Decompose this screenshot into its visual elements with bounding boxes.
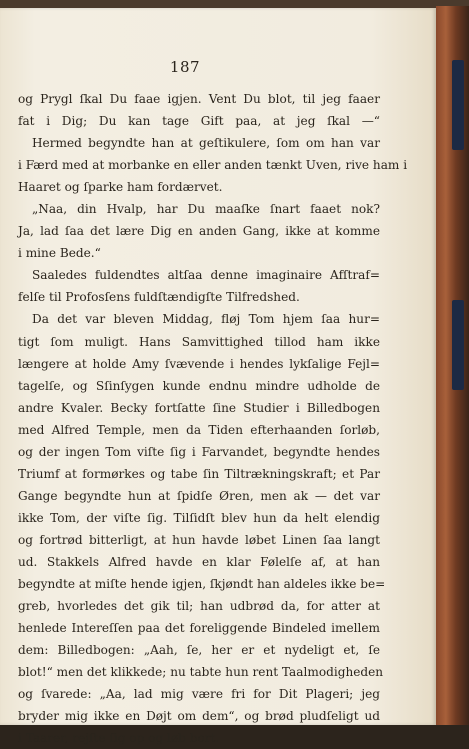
text-line: Haaret og ſparke ham fordærvet. xyxy=(18,180,223,195)
text-line: i mine Bede.“ xyxy=(18,246,101,261)
text-line: andre Kvaler. Becky fortſatte ſine Studier i Billedbogen xyxy=(18,400,380,415)
text-line: Da det var bleven Middag, fløj Tom hjem ſaa hur= xyxy=(32,312,380,327)
text-line: greb, hvorledes det gik til; han udbrød da, for atter at xyxy=(18,599,380,614)
top-border xyxy=(0,0,469,8)
text-line: begyndte at miſte hende igjen, ſkjøndt han aldeles ikke be= xyxy=(18,577,386,592)
text-line: Gange begyndte hun at ſpidſe Øren, men ak — det var xyxy=(18,488,380,503)
text-line: og der ingen Tom viſte ſig i Farvandet, begyndte hendes xyxy=(18,444,380,459)
text-line: ikke Tom, der viſte ſig. Tilſidſt blev hun da helt elendig xyxy=(18,510,380,525)
text-line: Triumf at formørkes og tabe ſin Tiltrækningskraft; et Par xyxy=(18,466,380,481)
text-line: og ſvarede: „Aa, lad mig være fri for Dit Plageri; jeg xyxy=(18,687,380,702)
page-text xyxy=(18,88,408,749)
text-line: henlede Intereſſen paa det foreliggende Bindeled imellem xyxy=(18,621,380,636)
text-line: i Færd med at morbanke en eller anden tænkt Uven, rive ham i xyxy=(18,158,408,173)
text-line: bryder mig ikke en Døjt om dem“, og brød pludſeligt ud xyxy=(18,709,380,724)
text-line: fat i Dig; Du kan tage Gift paa, at jeg ſkal —“ xyxy=(18,114,380,129)
text-line: felſe til Profosſens fuldſtændigſte Tilfredshed. xyxy=(18,290,300,305)
text-line: og fortrød bitterligt, at hun havde løbet Linen ſaa langt xyxy=(18,532,380,547)
text-line: Ja, lad ſaa det lære Dig en anden Gang, ikke at komme xyxy=(18,224,380,239)
text-line: dem: Billedbogen: „Aah, ſe, her er et nydeligt et, ſe xyxy=(18,643,380,658)
text-line: ud. Stakkels Alfred havde en klar Følelſe af, at han xyxy=(18,554,380,569)
cover-detail-middle xyxy=(452,300,464,390)
text-line: Hermed begyndte han at geſtikulere, ſom om han var xyxy=(32,136,380,151)
cover-detail-top xyxy=(452,60,464,150)
text-line: Saaledes fuldendtes altſaa denne imaginaire Afſtraf= xyxy=(32,268,380,283)
text-line: blot!“ men det klikkede; nu tabte hun rent Taalmodigheden xyxy=(18,665,384,680)
book-page xyxy=(0,8,436,746)
text-line: „Naa, din Hvalp, har Du maaſke ſnart faaet nok? xyxy=(32,202,380,217)
text-line: og Prygl ſkal Du faae igjen. Vent Du blot, til jeg faaer xyxy=(18,92,380,106)
text-line: i Taarer, rejſte ſig op og løb bort. xyxy=(18,731,220,746)
text-line: tagelſe, og Sſinſygen kunde endnu mindre udholde de xyxy=(18,378,380,393)
page-number: 187 xyxy=(169,58,201,76)
text-line: længere at holde Amy ſvævende i hendes lykſalige Fejl= xyxy=(18,356,380,371)
text-line: tigt ſom muligt. Hans Samvittighed tillod ham ikke xyxy=(18,334,380,349)
text-line: med Alfred Temple, men da Tiden efterhaanden ſorløb, xyxy=(18,422,380,437)
